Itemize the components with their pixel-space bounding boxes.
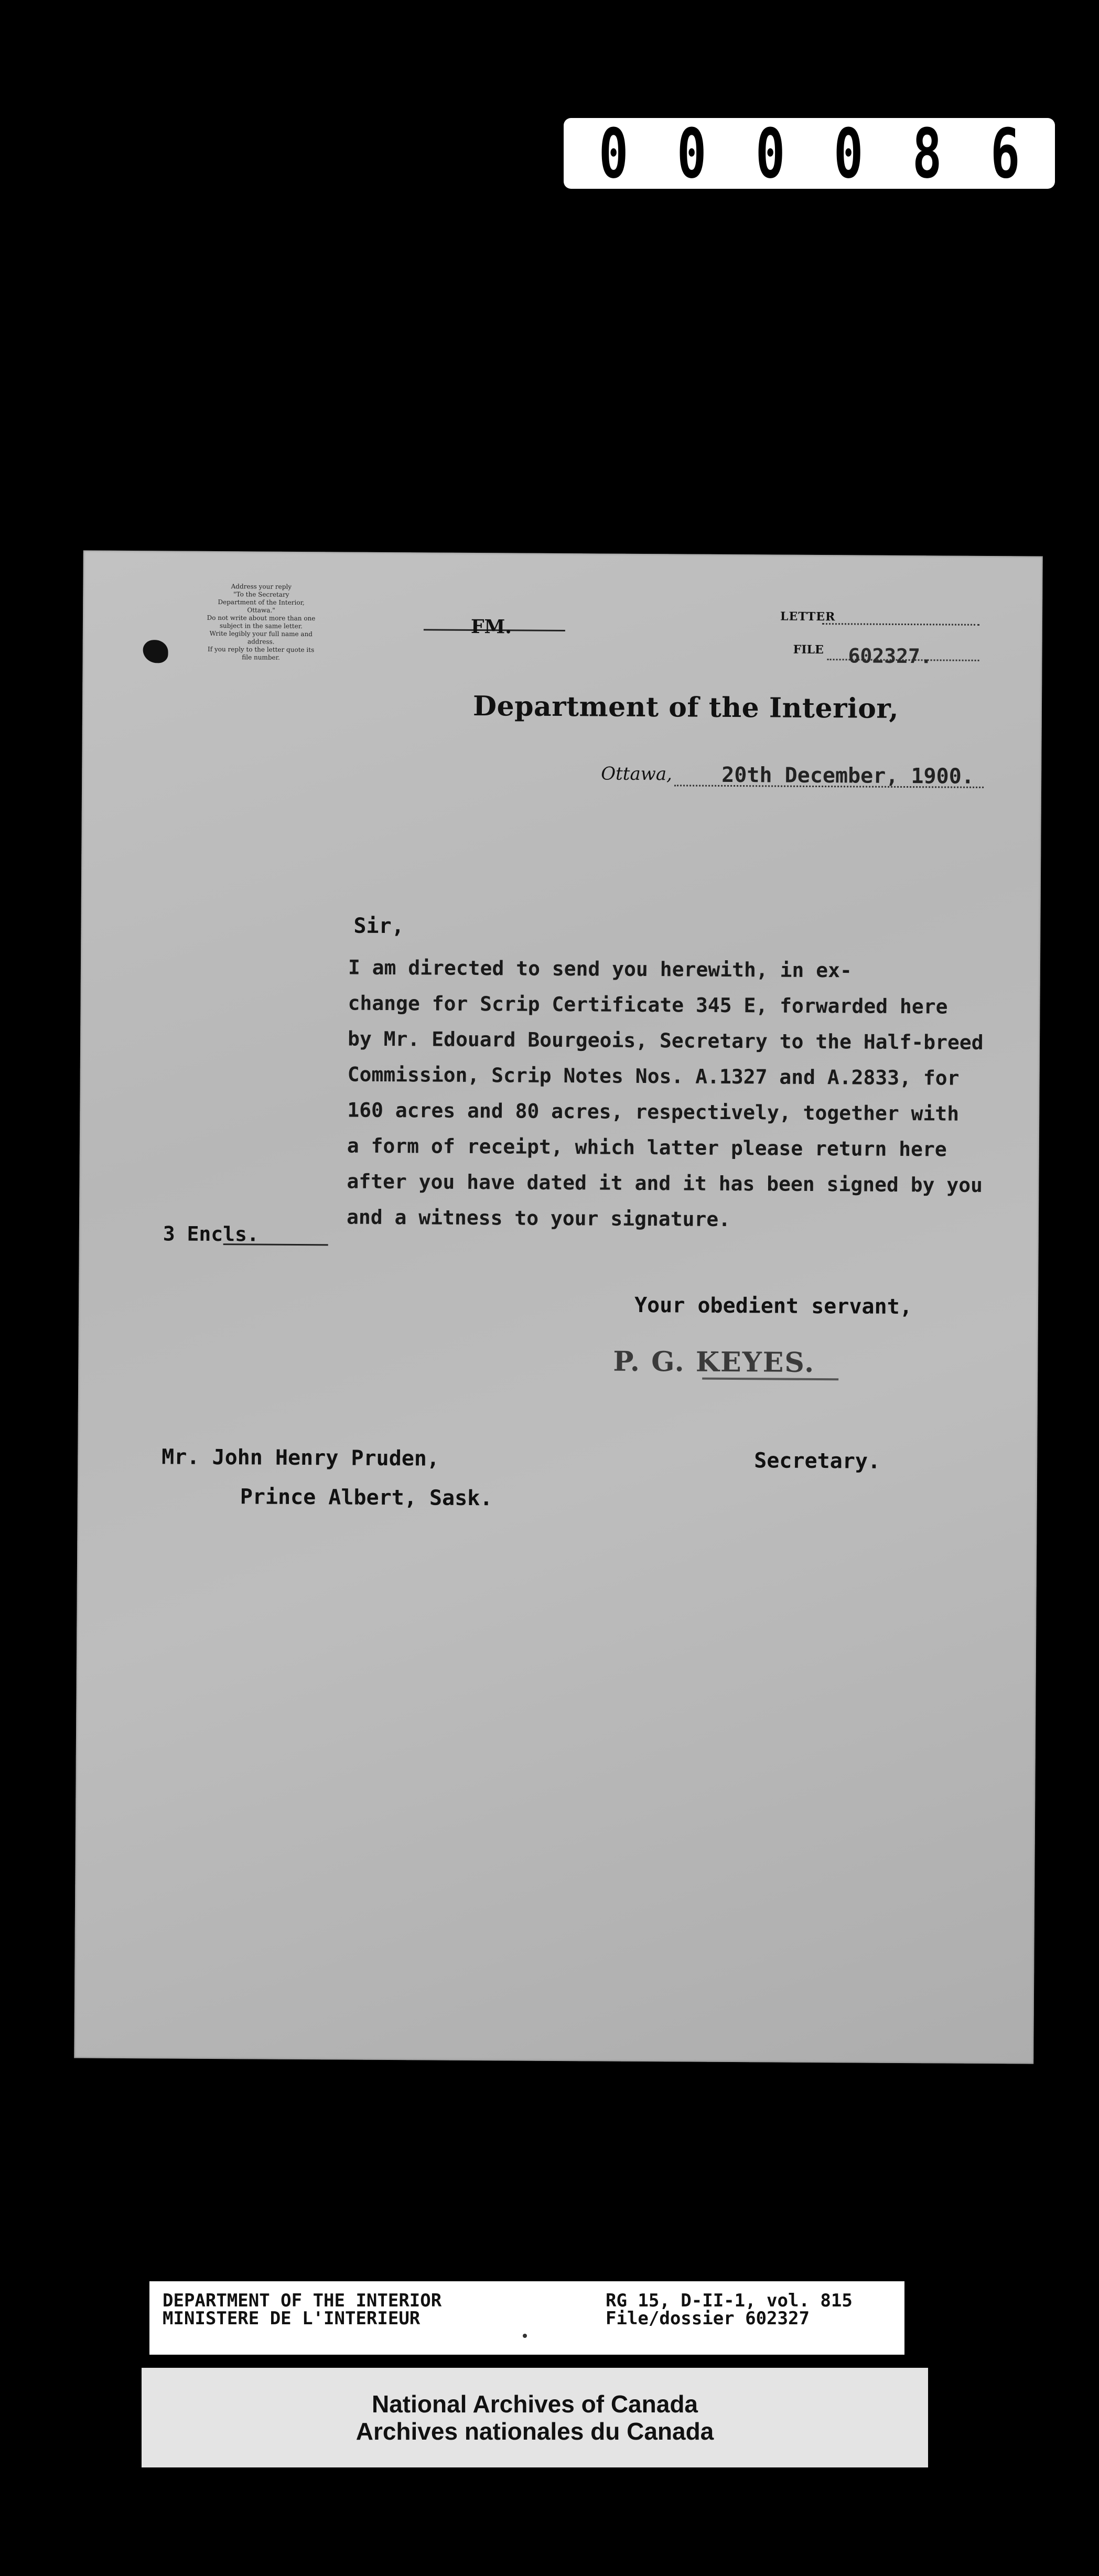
letter-date: 20th December, 1900. [721, 763, 974, 789]
fm-initials: FM. [470, 615, 512, 638]
place-name: Ottawa, [601, 763, 672, 785]
body-line: 160 acres and 80 acres, respectively, together with [347, 1098, 960, 1125]
enclosures-note: 3 Encls. [163, 1222, 260, 1246]
frame-digit: 0 [834, 113, 864, 194]
body-line: Commission, Scrip Notes Nos. A.1327 and A.2833, for [347, 1062, 960, 1090]
frame-number-label [564, 113, 1055, 194]
department-heading: Department of the Interior, [472, 690, 899, 725]
addressee-place: Prince Albert, Sask. [240, 1485, 493, 1511]
instruction-line: Department of the Interior, [218, 598, 305, 607]
label-dot [523, 2334, 527, 2338]
instruction-line: subject in the same letter. [219, 622, 303, 630]
body-line: I am directed to send you herewith, in ex- [348, 956, 852, 982]
instruction-line: Do not write about more than one [207, 614, 316, 622]
body-line: change for Scrip Certificate 345 E, forwarded here [348, 991, 948, 1018]
frame-digit: 0 [598, 113, 628, 194]
instruction-line: address. [247, 638, 275, 646]
ink-blot [143, 640, 168, 663]
signature-underline [702, 1378, 838, 1381]
archive-name-french: Archives nationales du Canada [355, 2418, 714, 2445]
addressee-name: Mr. John Henry Pruden, [161, 1445, 440, 1471]
reply-instructions [193, 583, 330, 662]
instruction-line: Address your reply [231, 583, 292, 591]
instruction-line: "To the Secretary [233, 591, 289, 598]
department-french: MINISTERE DE L'INTERIEUR [163, 2308, 421, 2329]
frame-digit: 0 [755, 113, 785, 194]
closing: Your obedient servant, [634, 1293, 912, 1319]
body-line: a form of receipt, which latter please return here [347, 1134, 947, 1161]
instruction-line: Write legibly your full name and [209, 629, 313, 638]
body-line: after you have dated it and it has been signed by you [347, 1169, 983, 1197]
department-english: DEPARTMENT OF THE INTERIOR [163, 2290, 442, 2311]
instruction-line: Ottawa." [247, 606, 275, 614]
letter-document [74, 550, 1043, 2064]
archive-reference-label [149, 2281, 904, 2355]
instruction-line: If you reply to the letter quote its [207, 645, 315, 654]
frame-digit: 0 [677, 113, 707, 194]
signer-title: Secretary. [754, 1448, 881, 1474]
body-line: and a witness to your signature. [346, 1205, 731, 1231]
reference-block [606, 2292, 853, 2327]
frame-digit: 6 [990, 113, 1020, 194]
letter-rule [822, 623, 979, 626]
record-group-reference: RG 15, D-II-1, vol. 815 [606, 2290, 853, 2311]
frame-digit: 8 [912, 113, 942, 194]
body-line: by Mr. Edouard Bourgeois, Secretary to the Half-breed [347, 1027, 984, 1054]
archive-name-label [142, 2368, 928, 2467]
salutation: Sir, [353, 914, 404, 939]
signature-stamp: P. G. KEYES. [613, 1345, 815, 1379]
file-number: 602327. [848, 644, 932, 668]
file-label: FILE [793, 642, 824, 657]
department-names [163, 2292, 441, 2327]
file-reference: File/dossier 602327 [606, 2308, 810, 2329]
instruction-line: file number. [242, 653, 280, 661]
archive-name-english: National Archives of Canada [371, 2390, 698, 2418]
letter-label: LETTER [780, 609, 836, 624]
